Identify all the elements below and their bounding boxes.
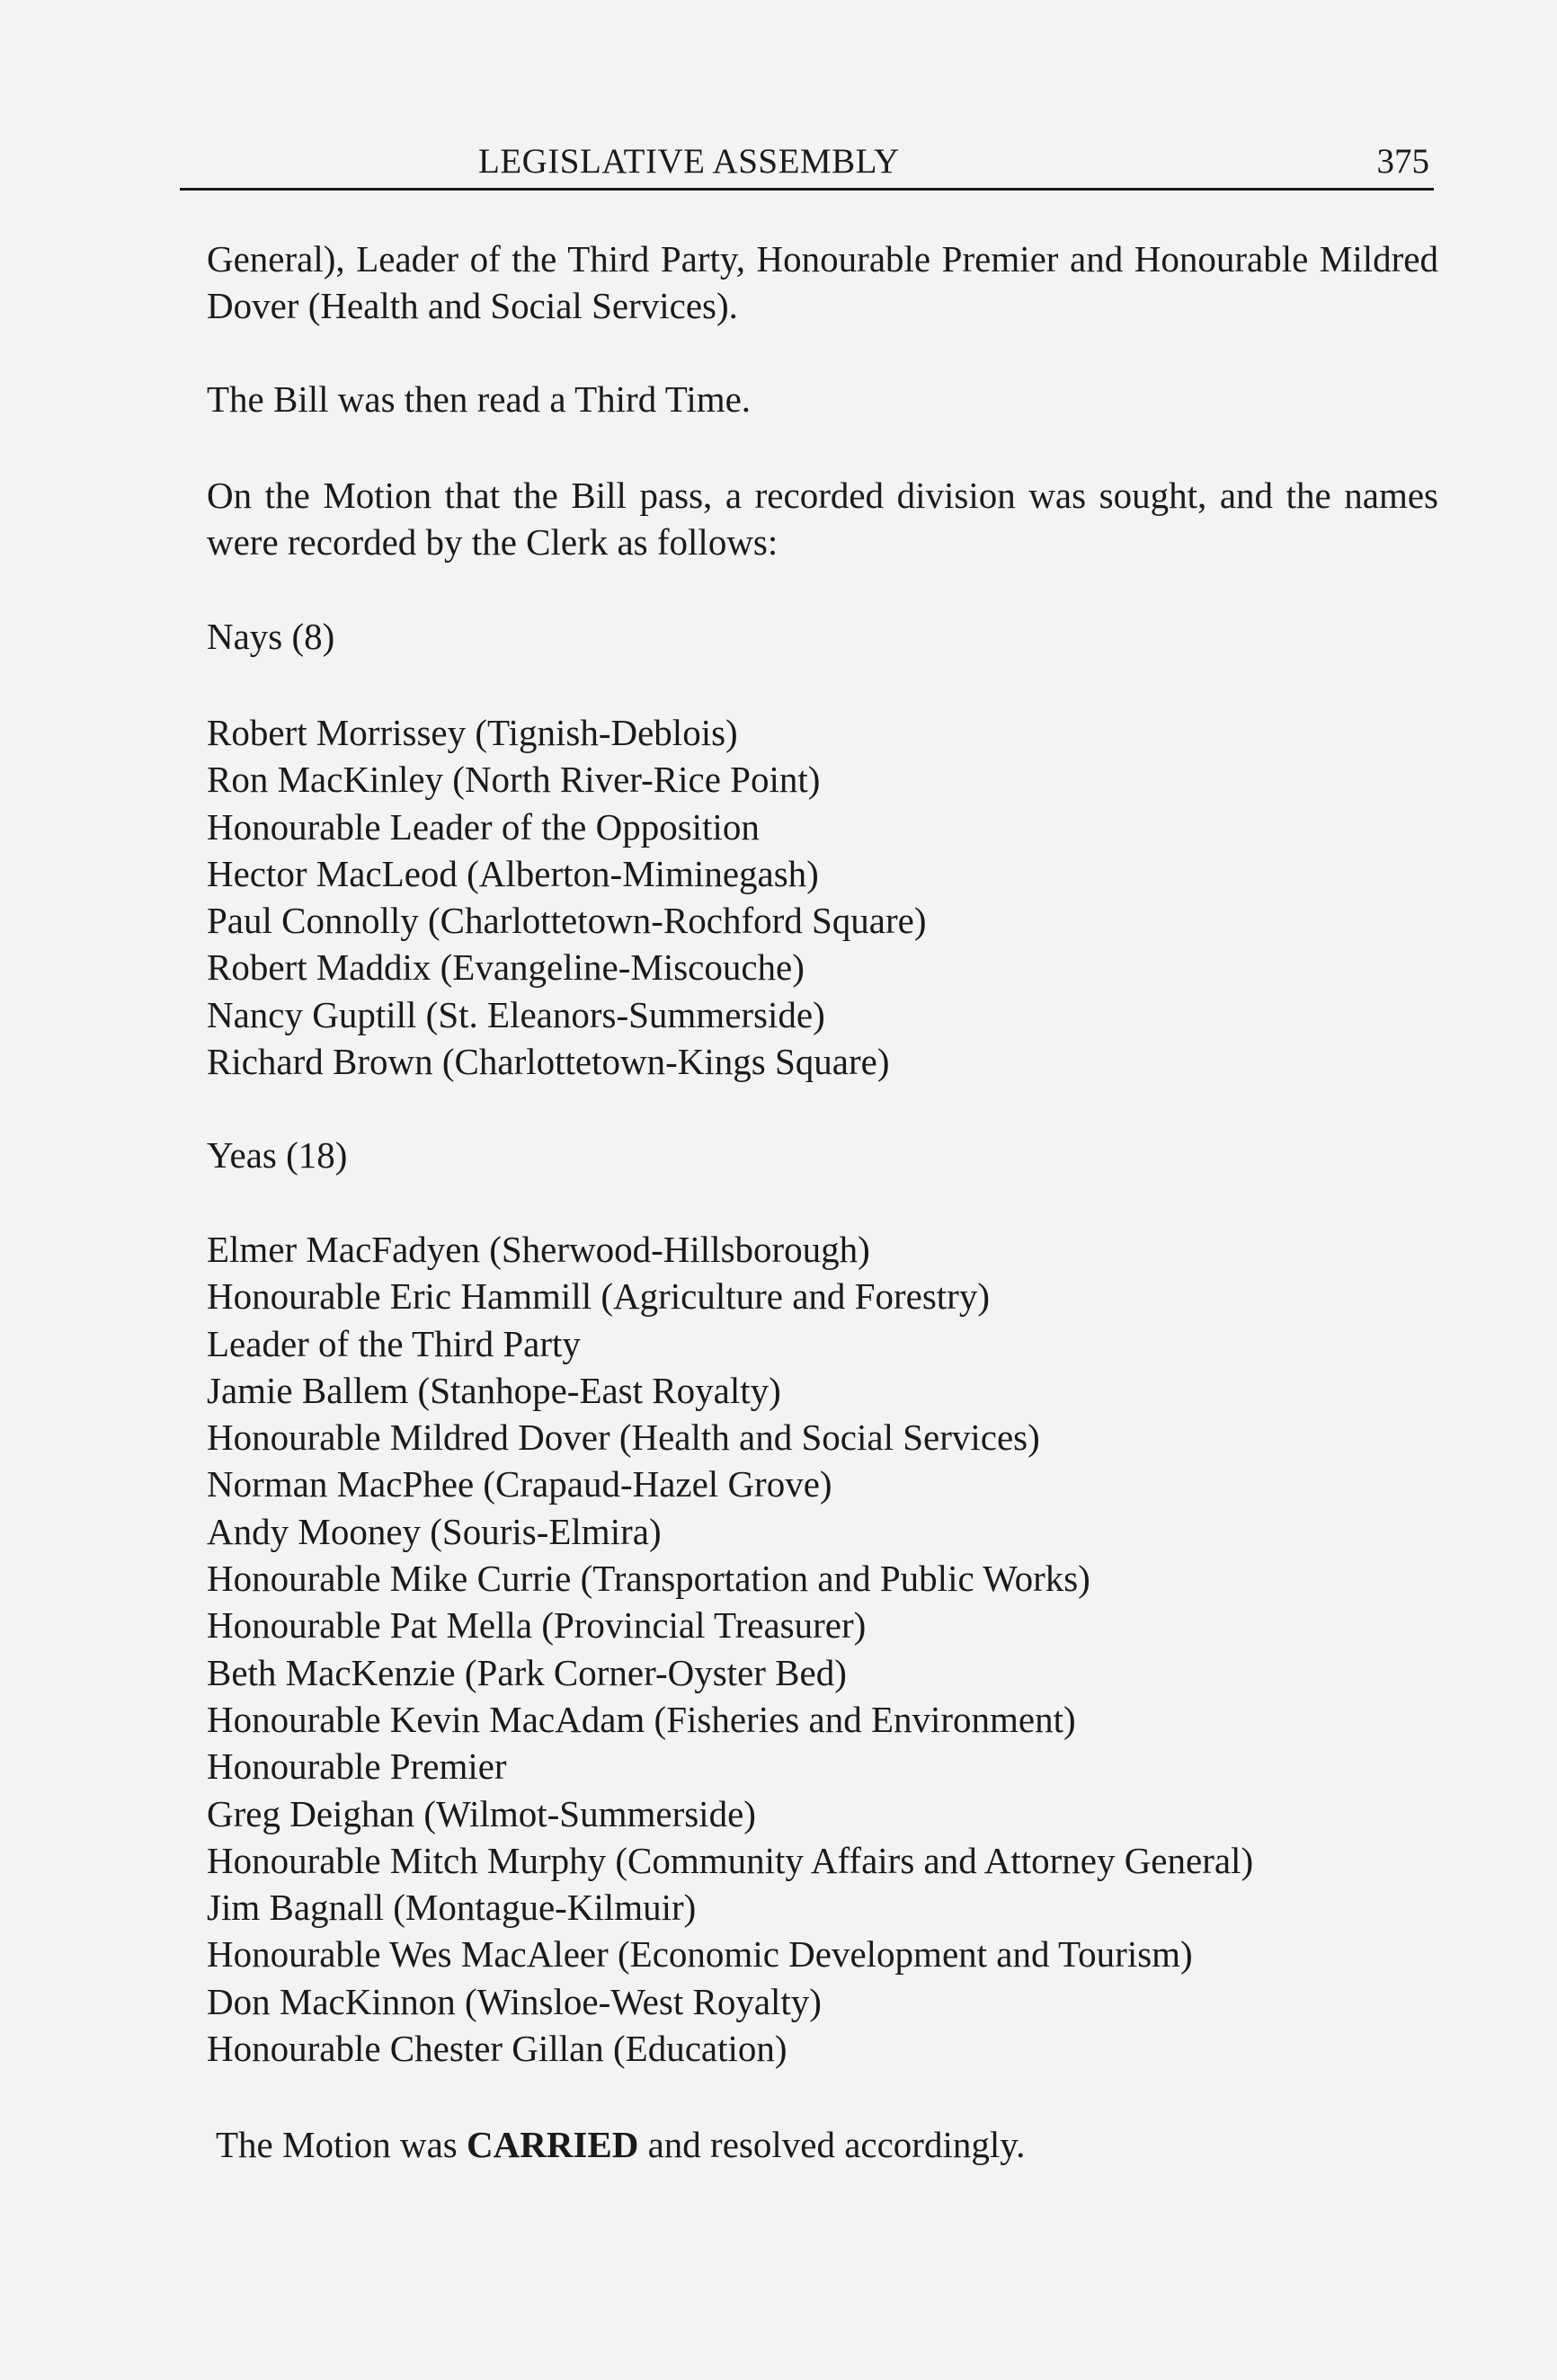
list-item: Honourable Mildred Dover (Health and Social Services) (207, 1416, 1040, 1459)
closing-suffix: and resolved accordingly. (638, 2124, 1026, 2165)
list-item: Nancy Guptill (St. Eleanors-Summerside) (207, 993, 825, 1035)
list-item: Beth MacKenzie (Park Corner-Oyster Bed) (207, 1651, 847, 1693)
yeas-list (207, 1226, 1438, 2072)
list-item: Norman MacPhee (Crapaud-Hazel Grove) (207, 1463, 832, 1505)
list-item: Leader of the Third Party (207, 1322, 581, 1364)
carried-emphasis: CARRIED (467, 2124, 639, 2165)
motion-paragraph: On the Motion that the Bill pass, a recorded division was sought, and the names were recorded by the Clerk as follows: (207, 475, 1438, 563)
closing-prefix: The Motion was (216, 2124, 467, 2165)
list-item: Greg Deighan (Wilmot-Summerside) (207, 1792, 756, 1834)
list-item: Jamie Ballem (Stanhope-East Royalty) (207, 1369, 781, 1411)
yeas-heading: Yeas (18) (207, 1134, 348, 1176)
list-item: Andy Mooney (Souris-Elmira) (207, 1510, 662, 1552)
third-reading-paragraph: The Bill was then read a Third Time. (207, 378, 752, 420)
nays-list (207, 709, 1438, 1085)
list-item: Honourable Kevin MacAdam (Fisheries and Environment) (207, 1698, 1076, 1740)
list-item: Paul Connolly (Charlottetown-Rochford Square) (207, 900, 927, 942)
page-header (205, 135, 1429, 189)
nays-heading: Nays (8) (207, 616, 335, 657)
list-item: Honourable Eric Hammill (Agriculture and Forestry) (207, 1275, 990, 1318)
list-item: Honourable Leader of the Opposition (207, 805, 760, 848)
page-number: 375 (1376, 142, 1429, 181)
list-item: Honourable Pat Mella (Provincial Treasurer) (207, 1604, 867, 1647)
list-item: Robert Morrissey (Tignish-Deblois) (207, 712, 738, 753)
list-item: Elmer MacFadyen (Sherwood-Hillsborough) (207, 1229, 870, 1270)
list-item: Honourable Mitch Murphy (Community Affairs and Attorney General) (207, 1839, 1254, 1881)
list-item: Honourable Premier (207, 1745, 507, 1788)
list-item: Honourable Chester Gillan (Education) (207, 2028, 787, 2070)
list-item: Honourable Wes MacAleer (Economic Development and Tourism) (207, 1933, 1193, 1976)
intro-paragraph: General), Leader of the Third Party, Honourable Premier and Honourable Mildred Dover (Health and Social Services). (207, 238, 1438, 326)
list-item: Richard Brown (Charlottetown-Kings Square) (207, 1041, 890, 1083)
list-item: Robert Maddix (Evangeline-Miscouche) (207, 946, 805, 989)
closing-statement (216, 2121, 1025, 2168)
header-rule (180, 188, 1434, 191)
list-item: Ron MacKinley (North River-Rice Point) (207, 759, 821, 801)
list-item: Jim Bagnall (Montague-Kilmuir) (207, 1887, 697, 1929)
list-item: Don MacKinnon (Winsloe-West Royalty) (207, 1980, 822, 2022)
running-title: LEGISLATIVE ASSEMBLY (478, 142, 900, 181)
list-item: Hector MacLeod (Alberton-Miminegash) (207, 852, 819, 894)
list-item: Honourable Mike Currie (Transportation and Public Works) (207, 1558, 1090, 1600)
